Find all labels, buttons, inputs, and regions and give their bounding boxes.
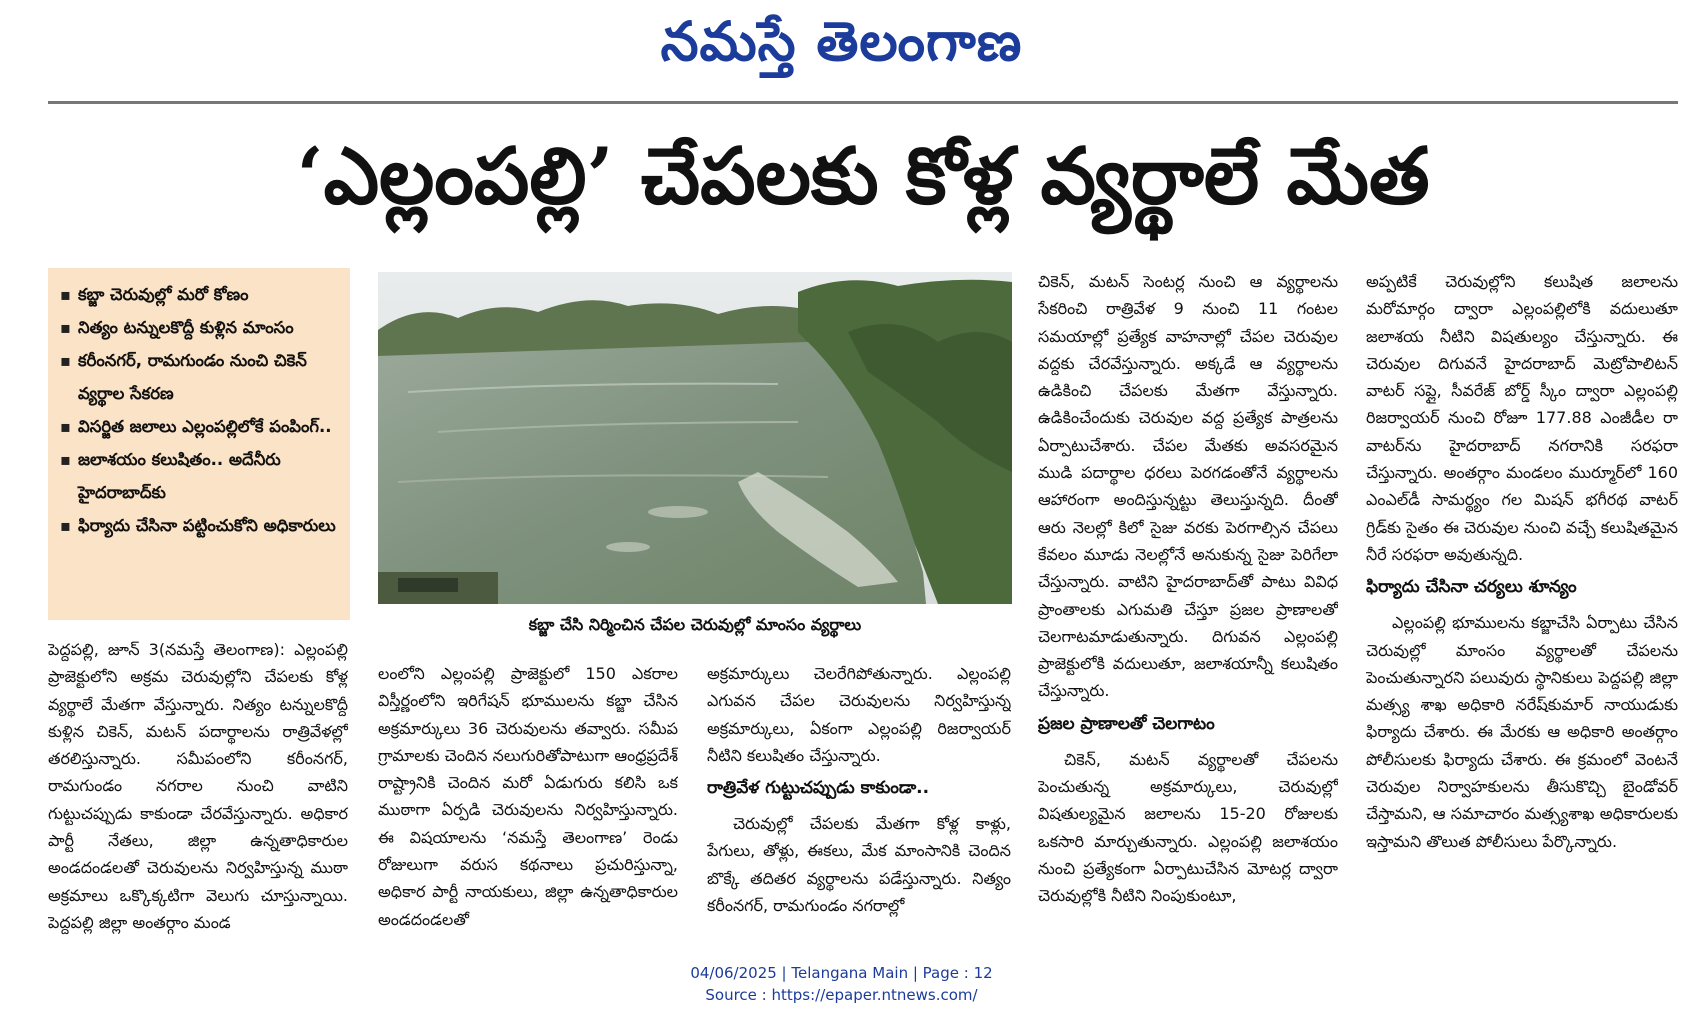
article-column-5 bbox=[1366, 268, 1678, 958]
highlight-item: ▪ కబ్జా చెరువుల్లో మరో కోణం bbox=[60, 278, 340, 311]
article-paragraph: అక్రమార్కులు చెలరేగిపోతున్నారు. ఎల్లంపల్లి ఎగువన చేపల చెరువులను నిర్వహిస్తున్న అక్రమార్కులు, ఏకంగా ఎల్లంపల్లి రిజర్వాయర్ నీటిని కలుషితం చేస్తున్నారు. bbox=[707, 664, 1011, 765]
highlight-item: ▪ నిత్యం టన్నులకొద్దీ కుళ్లిన మాంసం bbox=[60, 311, 340, 344]
section-subhead: రాత్రివేళ గుట్టుచప్పుడు కాకుండా.. bbox=[707, 778, 930, 799]
photo-caption: కబ్జా చేసి నిర్మించిన చేపల చెరువుల్లో మాంసం వ్యర్థాలు bbox=[528, 615, 862, 634]
highlight-item: ▪ కరీంనగర్, రామగుండం నుంచి చికెన్ వ్యర్థాల సేకరణ bbox=[60, 344, 340, 410]
article-paragraph: చికెన్, మటన్ వ్యర్థాలతో చేపలను పెంచుతున్న అక్రమార్కులు, చెరువుల్లో విషతుల్యమైన జలాలను 15-20 రోజులకు ఒకసారి మార్చుతున్నారు. ఎల్లంపల్లి జలాశయం నుంచి ప్రత్యేకంగా ఏర్పాటుచేసిన మోటర్ల ద్వారా చెరువుల్లోకి నీటిని నింపుకుంటూ, bbox=[1038, 749, 1338, 906]
source-link[interactable]: Source : https://epaper.ntnews.com/ bbox=[705, 986, 978, 1004]
highlight-item: ▪ విసర్జిత జలాలు ఎల్లంపల్లిలోకే పంపింగ్.. bbox=[60, 410, 340, 443]
article-column-4 bbox=[1038, 268, 1338, 958]
article-photo bbox=[378, 272, 1012, 604]
newspaper-logo: నమస్తే తెలంగాణ bbox=[660, 9, 1023, 73]
article-column-2 bbox=[378, 660, 678, 958]
masthead bbox=[0, 6, 1683, 90]
headline bbox=[48, 120, 1678, 252]
pond-photo bbox=[378, 272, 1012, 604]
edition-info: 04/06/2025 | Telangana Main | Page : 12 bbox=[690, 964, 993, 982]
highlight-item: ▪ జలాశయం కలుషితం.. అదేనీరు హైదరాబాద్‌కు bbox=[60, 443, 340, 509]
article-column-3 bbox=[707, 660, 1011, 958]
article-paragraph: అప్పటికే చెరువుల్లోని కలుషిత జలాలను మరోమార్గం ద్వారా ఎల్లంపల్లిలోకి వదులుతూ జలాశయ నీటిని విషతుల్యం చేస్తున్నారు. ఈ చెరువుల దిగువనే హైదరాబాద్ మెట్రోపాలిటన్ వాటర్ సప్లై, సీవరేజ్ బోర్డ్ స్కీం ద్వారా ఎల్లంపల్లి రిజర్వాయర్ నుంచి రోజూ 177.88 ఎంజీడీల రా వాటర్‌ను హైదరాబాద్ నగరానికి సరఫరా చేస్తున్నారు. అంతర్గాం మండలం ముర్మూర్‌లో 160 ఎంఎల్‌డీ సామర్థ్యం గల మిషన్ భగీరథ వాటర్ గ్రిడ్‌కు సైతం ఈ చెరువుల నుంచి వచ్చే కలుషితమైన నీరే సరఫరా అవుతున్నది. bbox=[1366, 272, 1678, 564]
headline-text: ‘ఎల్లంపల్లి’ చేపలకు కోళ్ల వ్యర్థాలే మేత bbox=[296, 131, 1430, 222]
article-paragraph: లంలోని ఎల్లంపల్లి ప్రాజెక్టులో 150 ఎకరాల విస్తీర్ణంలోని ఇరిగేషన్ భూములను కబ్జా చేసిన అక్రమార్కులు 36 చెరువులను తవ్వారు. సమీప గ్రామాలకు చెందిన నలుగురితోపాటుగా ఆంధ్రప్రదేశ్ రాష్ట్రానికి చెందిన మరో ఏడుగురు కలిసి ఒక ముఠాగా ఏర్పడి చెరువులను నిర్వహిస్తున్నారు. ఈ విషయాలను ‘నమస్తే తెలంగాణ’ రెండు రోజులుగా వరుస కథనాలు ప్రచురిస్తున్నా, అధికార పార్టీ నాయకులు, జిల్లా ఉన్నతాధికారుల అండదండలతో bbox=[378, 664, 678, 929]
page-footer bbox=[0, 962, 1683, 1006]
article-paragraph: చెరువుల్లో చేపలకు మేతగా కోళ్ల కాళ్లు, పేగులు, తోళ్లు, ఈకలు, మేక మాంసానికి చెందిన బొక్కే తదితర వ్యర్థాలను పడేస్తున్నారు. నిత్యం కరీంనగర్, రామగుండం నగరాల్లో bbox=[707, 814, 1011, 916]
masthead-divider bbox=[48, 101, 1678, 104]
highlights-list bbox=[60, 278, 340, 542]
section-subhead: ఫిర్యాదు చేసినా చర్యలు శూన్యం bbox=[1366, 577, 1577, 598]
highlight-item: ▪ ఫిర్యాదు చేసినా పట్టించుకోని అధికారులు bbox=[60, 509, 340, 542]
article-column-1 bbox=[48, 636, 348, 958]
article-paragraph: పెద్దపల్లి, జూన్ 3(నమస్తే తెలంగాణ): ఎల్లంపల్లి ప్రాజెక్టులోని అక్రమ చెరువుల్లోని చేపలకు కోళ్ల వ్యర్థాలే మేతగా వేస్తున్నారు. నిత్యం టన్నులకొద్దీ కుళ్లిన చికెన్, మటన్ పదార్థాలను రాత్రివేళల్లో తరలిస్తున్నారు. సమీపంలోని కరీంనగర్, రామగుండం నగరాల నుంచి వాటిని గుట్టుచప్పుడు కాకుండా చేరవేస్తున్నారు. అధికార పార్టీ నేతలు, జిల్లా ఉన్నతాధికారుల అండదండలతో చెరువులను నిర్వహిస్తున్న ముఠా అక్రమాలు ఒక్కొక్కటిగా వెలుగు చూస్తున్నాయి. పెద్దపల్లి జిల్లా అంతర్గాం మండ bbox=[48, 640, 348, 932]
article-paragraph: చికెన్, మటన్ సెంటర్ల నుంచి ఆ వ్యర్థాలను సేకరించి రాత్రివేళ 9 నుంచి 11 గంటల సమయాల్లో ప్రత్యేక వాహనాల్లో చేపల చెరువుల వద్దకు చేరవేస్తున్నారు. అక్కడే ఆ వ్యర్థాలను ఉడికించి చేపలకు మేతగా వేస్తున్నారు. ఉడికించేందుకు చెరువుల వద్ద ప్రత్యేక పాత్రలను ఏర్పాటుచేశారు. చేపల మేతకు అవసరమైన ముడి పదార్థాల ధరలు పెరగడంతోనే వ్యర్థాలను ఆహారంగా అందిస్తున్నట్టు తెలుస్తున్నది. దీంతో ఆరు నెలల్లో కిలో సైజు వరకు పెరగాల్సిన చేపలు కేవలం మూడు నెలల్లోనే అనుకున్న సైజు పెరిగేలా చేస్తున్నారు. వాటిని హైదరాబాద్‌తో పాటు వివిధ ప్రాంతాలకు ఎగుమతి చేస్తూ ప్రజల ప్రాణాలతో చెలగాటమాడుతున్నారు. దిగువన ఎల్లంపల్లి ప్రాజెక్టులోకి వదులుతూ, జలాశయాన్నీ కలుషితం చేస్తున్నారు. bbox=[1038, 272, 1338, 701]
article-paragraph: ఎల్లంపల్లి భూములను కబ్జాచేసి ఏర్పాటు చేసిన చెరువుల్లో మాంసం వ్యర్థాలతో చేపలను పెంచుతున్నారని పలువురు స్థానికులు పెద్దపల్లి జిల్లా మత్స్య శాఖ అధికారి నరేష్‌కుమార్ నాయుడుకు ఫిర్యాదు చేశారు. ఈ మేరకు ఆ అధికారి అంతర్గాం పోలీసులకు ఫిర్యాదు చేశారు. ఈ క్రమంలో వెంటనే చెరువుల నిర్వాహకులను తీసుకొచ్చి బైండోవర్ చేస్తామని, ఆ సమాచారం మత్స్యశాఖ అధికారులకు ఇస్తామని తొలుత పోలీసులు పేర్కొన్నారు. bbox=[1366, 613, 1678, 851]
section-subhead: ప్రజల ప్రాణాలతో చెలగాటం bbox=[1038, 713, 1215, 734]
highlights-box bbox=[48, 268, 350, 620]
